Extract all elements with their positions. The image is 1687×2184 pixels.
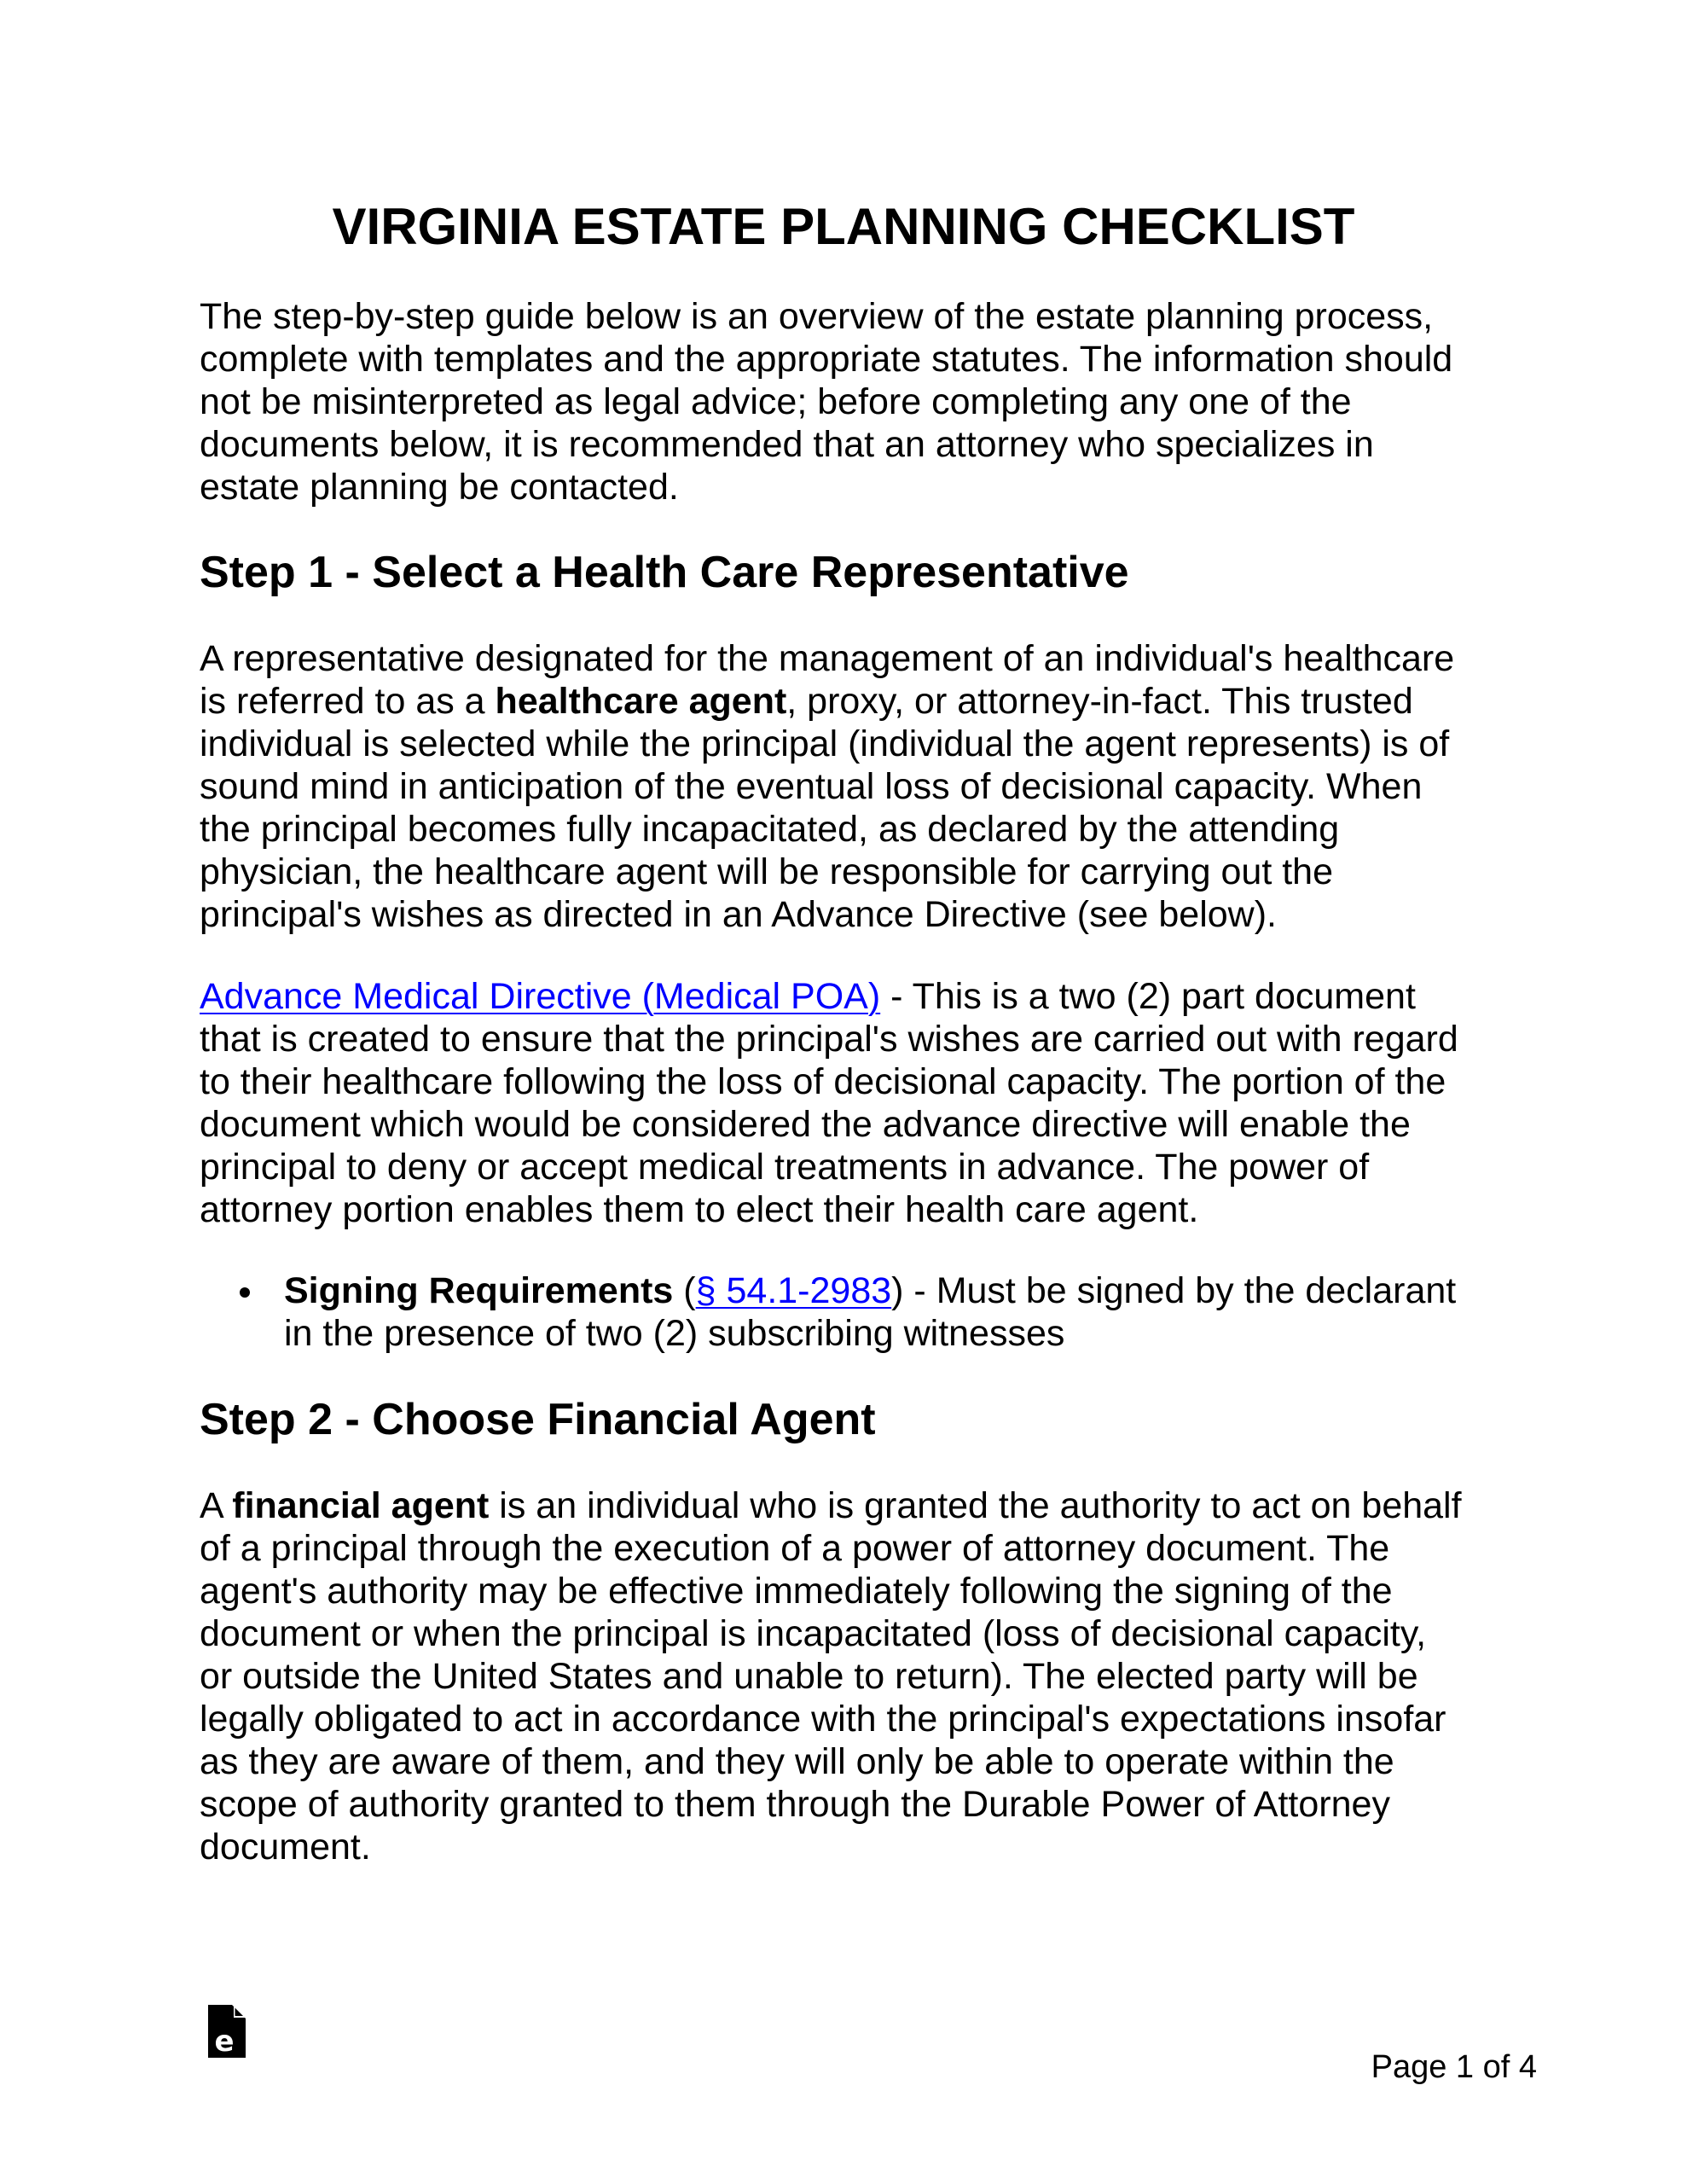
paragraph-line bbox=[200, 975, 1458, 1018]
intro-line: complete with templates and the appropriate statutes. The information should bbox=[200, 339, 1453, 380]
paragraph-line: legally obligated to act in accordance with the principal's expectations insofar bbox=[200, 1699, 1446, 1740]
paragraph-line: that is created to ensure that the principal's wishes are carried out with regard bbox=[200, 1019, 1458, 1060]
text: ) - Must be signed by the declarant bbox=[891, 1270, 1457, 1311]
intro-line: estate planning be contacted. bbox=[200, 467, 679, 508]
page-number: Page 1 of 4 bbox=[1371, 2049, 1537, 2085]
paragraph-line: of a principal through the execution of a power of attorney document. The bbox=[200, 1528, 1390, 1569]
text: A bbox=[200, 1485, 233, 1526]
paragraph-line: to their healthcare following the loss of decisional capacity. The portion of the bbox=[200, 1061, 1446, 1102]
intro-line: The step-by-step guide below is an overview of the estate planning process, bbox=[200, 296, 1434, 337]
paragraph-line: individual is selected while the principal (individual the agent represents) is of bbox=[200, 723, 1450, 764]
paragraph-line: scope of authority granted to them through the Durable Power of Attorney bbox=[200, 1784, 1390, 1825]
step2-heading: Step 2 - Choose Financial Agent bbox=[200, 1395, 876, 1444]
paragraph-line: physician, the healthcare agent will be responsible for carrying out the bbox=[200, 851, 1333, 892]
page-title: VIRGINIA ESTATE PLANNING CHECKLIST bbox=[332, 198, 1355, 255]
text: is referred to as a bbox=[200, 681, 496, 722]
list-item bbox=[200, 1269, 1456, 1355]
intro-line: documents below, it is recommended that an attorney who specializes in bbox=[200, 424, 1374, 465]
signing-requirements-label: Signing Requirements bbox=[284, 1270, 674, 1311]
paragraph-line: document. bbox=[200, 1827, 371, 1867]
paragraph-line: as they are aware of them, and they will only be able to operate within the bbox=[200, 1741, 1394, 1782]
step1-paragraph bbox=[200, 637, 1454, 936]
paragraph-line: or outside the United States and unable to return). The elected party will be bbox=[200, 1656, 1418, 1697]
paragraph-line: A representative designated for the management of an individual's healthcare bbox=[200, 638, 1455, 679]
paragraph-line: principal to deny or accept medical treatments in advance. The power of bbox=[200, 1147, 1370, 1188]
step1-heading: Step 1 - Select a Health Care Representative bbox=[200, 548, 1129, 597]
paragraph-line: the principal becomes fully incapacitated, as declared by the attending bbox=[200, 809, 1340, 850]
advance-medical-directive-link[interactable]: Advance Medical Directive (Medical POA) bbox=[200, 976, 881, 1017]
financial-agent-term: financial agent bbox=[232, 1485, 490, 1526]
document-e-icon bbox=[208, 2005, 246, 2058]
signing-requirements-list bbox=[200, 1269, 1456, 1355]
paragraph-line bbox=[200, 680, 1454, 723]
paragraph-line: sound mind in anticipation of the eventual loss of decisional capacity. When bbox=[200, 766, 1423, 807]
intro-paragraph bbox=[200, 295, 1452, 508]
paragraph-line: attorney portion enables them to elect their health care agent. bbox=[200, 1189, 1199, 1230]
statute-link[interactable]: § 54.1-2983 bbox=[695, 1270, 892, 1311]
bullet-icon bbox=[240, 1287, 250, 1298]
advance-directive-paragraph bbox=[200, 975, 1458, 1231]
paragraph-line: agent's authority may be effective immediately following the signing of the bbox=[200, 1571, 1393, 1612]
text: is an individual who is granted the authority to act on behalf bbox=[489, 1485, 1462, 1526]
list-item-line bbox=[284, 1269, 1456, 1312]
paragraph-line: document or when the principal is incapacitated (loss of decisional capacity, bbox=[200, 1613, 1427, 1654]
step2-paragraph bbox=[200, 1484, 1462, 1868]
intro-line: not be misinterpreted as legal advice; before completing any one of the bbox=[200, 381, 1352, 422]
paragraph-line bbox=[200, 1484, 1462, 1527]
healthcare-agent-term: healthcare agent bbox=[495, 681, 787, 722]
text: , proxy, or attorney-in-fact. This trusted bbox=[786, 681, 1413, 722]
text: - This is a two (2) part document bbox=[880, 976, 1416, 1017]
paragraph-line: principal's wishes as directed in an Advance Directive (see below). bbox=[200, 894, 1277, 935]
svg-text:e: e bbox=[214, 2024, 235, 2058]
list-item-line: in the presence of two (2) subscribing witnesses bbox=[284, 1313, 1065, 1354]
text: ( bbox=[673, 1270, 696, 1311]
paragraph-line: document which would be considered the advance directive will enable the bbox=[200, 1104, 1411, 1145]
